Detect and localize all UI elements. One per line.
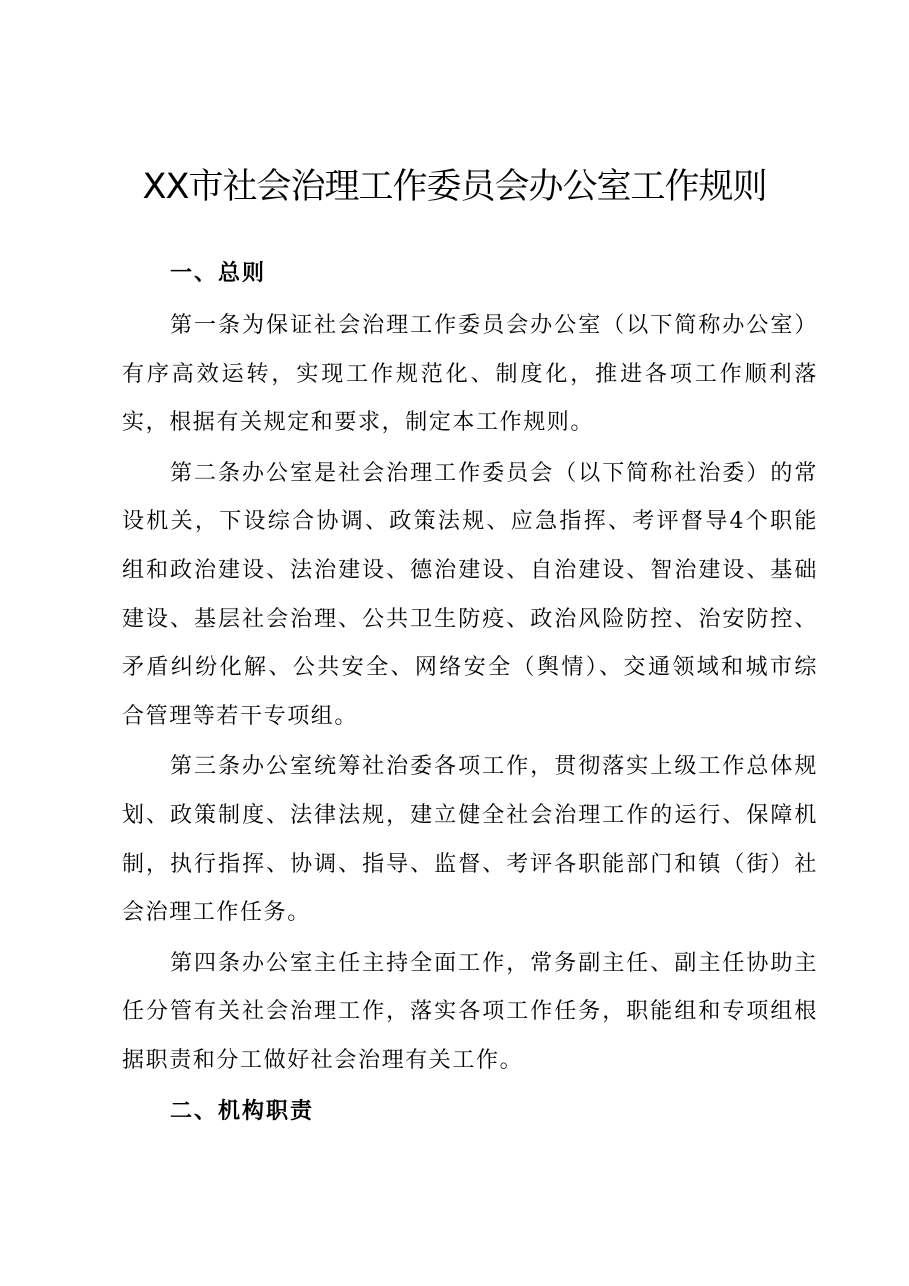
article-2-paragraph: 第二条办公室是社会治理工作委员会（以下简称社治委）的常设机关，下设综合协调、政策法规、应急指挥、考评督导4个职能组和政治建设、法治建设、德治建设、自治建设、智治建设、基础建设、基层社会治理、公共卫生防疫、政治风险防控、治安防控、矛盾纠纷化解、公共安全、网络安全（舆情）、交通领域和城市综合管理等若干专项组。 (122, 460, 818, 729)
article-1-paragraph: 第一条为保证社会治理工作委员会办公室（以下简称办公室）有序高效运转，实现工作规范化、制度化，推进各项工作顺利落实，根据有关规定和要求，制定本工作规则。 (122, 313, 818, 436)
section-heading-duties: 二、机构职责 (170, 1098, 315, 1124)
document-title: XX市社会治理工作委员会办公室工作规则 (142, 167, 767, 207)
article-3-paragraph: 第三条办公室统筹社治委各项工作，贯彻落实上级工作总体规划、政策制度、法律法规，建立健全社会治理工作的运行、保障机制，执行指挥、协调、指导、监督、考评各职能部门和镇（街）社会治理工作任务。 (122, 754, 818, 926)
document-body (122, 250, 818, 1136)
article-4-paragraph: 第四条办公室主任主持全面工作，常务副主任、副主任协助主任分管有关社会治理工作，落实各项工作任务，职能组和专项组根据职责和分工做好社会治理有关工作。 (122, 950, 818, 1073)
section-heading-general: 一、总则 (170, 261, 267, 286)
